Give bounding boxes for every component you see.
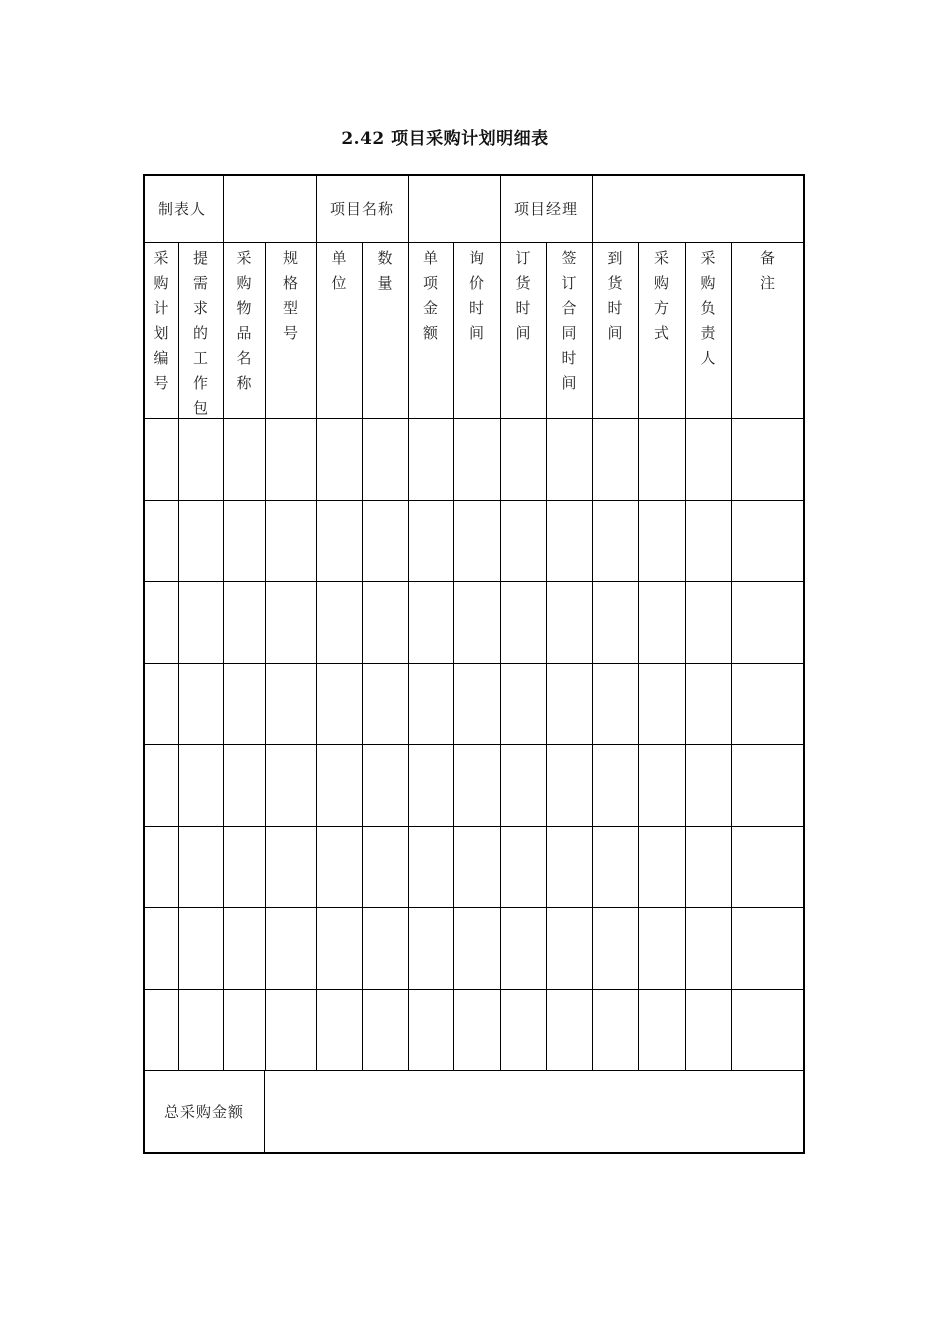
column-header-char: 单 xyxy=(422,249,438,267)
table-cell[interactable] xyxy=(500,418,546,500)
column-header-char: 型 xyxy=(282,299,298,317)
column-header xyxy=(265,243,316,418)
table-cell[interactable] xyxy=(316,500,362,581)
table-cell[interactable] xyxy=(592,744,638,826)
table-cell[interactable] xyxy=(592,500,638,581)
column-header-char: 编 xyxy=(153,349,169,367)
total-amount-field[interactable] xyxy=(264,1070,804,1153)
table-cell[interactable] xyxy=(546,826,592,907)
table-cell[interactable] xyxy=(144,826,178,907)
table-cell[interactable] xyxy=(362,907,408,989)
table-cell[interactable] xyxy=(178,744,223,826)
column-header-char: 工 xyxy=(192,349,208,367)
table-cell[interactable] xyxy=(731,907,804,989)
table-cell[interactable] xyxy=(546,418,592,500)
table-cell[interactable] xyxy=(638,418,685,500)
manager-field[interactable] xyxy=(592,175,804,242)
column-header xyxy=(178,243,223,418)
column-header-char: 方 xyxy=(653,299,669,317)
column-header-char: 位 xyxy=(331,274,347,292)
table-cell[interactable] xyxy=(546,989,592,1070)
table-cell[interactable] xyxy=(453,744,500,826)
table-cell[interactable] xyxy=(592,826,638,907)
column-header-char: 购 xyxy=(236,274,252,292)
table-cell[interactable] xyxy=(408,663,453,744)
table-cell[interactable] xyxy=(500,744,546,826)
table-cell[interactable] xyxy=(731,744,804,826)
table-cell[interactable] xyxy=(685,581,731,663)
column-header-char: 货 xyxy=(515,274,531,292)
column-header xyxy=(408,243,453,418)
table-cell[interactable] xyxy=(362,418,408,500)
table-cell[interactable] xyxy=(362,744,408,826)
table-cell[interactable] xyxy=(453,663,500,744)
column-header-char: 采 xyxy=(700,249,716,267)
table-cell[interactable] xyxy=(316,663,362,744)
table-cell[interactable] xyxy=(408,989,453,1070)
column-header-char: 购 xyxy=(700,274,716,292)
table-cell[interactable] xyxy=(362,989,408,1070)
manager-label: 项目经理 xyxy=(514,200,579,218)
table-cell[interactable] xyxy=(316,581,362,663)
table-cell[interactable] xyxy=(362,826,408,907)
column-header-char: 格 xyxy=(282,274,298,292)
table-cell[interactable] xyxy=(223,500,265,581)
column-header-char: 间 xyxy=(468,324,484,342)
column-header-char: 提 xyxy=(192,249,208,267)
table-cell[interactable] xyxy=(223,989,265,1070)
column-header-char: 采 xyxy=(236,249,252,267)
column-header-char: 量 xyxy=(377,274,393,292)
table-cell[interactable] xyxy=(731,581,804,663)
table-cell[interactable] xyxy=(144,581,178,663)
table-cell[interactable] xyxy=(500,500,546,581)
table-cell[interactable] xyxy=(408,907,453,989)
column-header-char: 时 xyxy=(515,299,531,317)
table-cell[interactable] xyxy=(592,907,638,989)
table-cell[interactable] xyxy=(362,500,408,581)
table-cell[interactable] xyxy=(500,907,546,989)
column-header-char: 包 xyxy=(192,399,208,417)
column-header-char: 订 xyxy=(515,249,531,267)
column-header-char: 价 xyxy=(468,274,484,292)
table-cell[interactable] xyxy=(546,500,592,581)
table-cell[interactable] xyxy=(638,989,685,1070)
column-header-char: 同 xyxy=(561,324,577,342)
column-header-char: 额 xyxy=(422,324,438,342)
table-cell[interactable] xyxy=(638,826,685,907)
column-header-char: 采 xyxy=(653,249,669,267)
table-cell[interactable] xyxy=(144,907,178,989)
table-cell[interactable] xyxy=(592,989,638,1070)
column-header-char: 人 xyxy=(700,349,716,367)
column-header-char: 物 xyxy=(236,299,252,317)
table-cell[interactable] xyxy=(408,826,453,907)
column-header-char: 式 xyxy=(653,324,669,342)
table-cell[interactable] xyxy=(592,418,638,500)
table-cell[interactable] xyxy=(265,826,316,907)
table-cell[interactable] xyxy=(265,418,316,500)
table-cell[interactable] xyxy=(223,744,265,826)
column-header xyxy=(316,243,362,418)
table-cell[interactable] xyxy=(223,418,265,500)
column-header-char: 单 xyxy=(331,249,347,267)
table-cell[interactable] xyxy=(500,826,546,907)
table-cell[interactable] xyxy=(144,418,178,500)
column-header xyxy=(453,243,500,418)
column-header-char: 采 xyxy=(153,249,169,267)
column-header-char: 间 xyxy=(607,324,623,342)
table-cell[interactable] xyxy=(685,989,731,1070)
table-cell[interactable] xyxy=(178,500,223,581)
table-cell[interactable] xyxy=(685,500,731,581)
column-header-char: 的 xyxy=(192,324,208,342)
column-header-char: 时 xyxy=(607,299,623,317)
column-header xyxy=(546,243,592,418)
table-cell[interactable] xyxy=(638,663,685,744)
table-cell[interactable] xyxy=(408,581,453,663)
total-amount-label: 总采购金额 xyxy=(164,1103,245,1121)
table-cell[interactable] xyxy=(316,826,362,907)
column-header-char: 号 xyxy=(153,374,169,392)
table-cell[interactable] xyxy=(685,826,731,907)
column-header-char: 合 xyxy=(561,299,577,317)
table-cell[interactable] xyxy=(546,663,592,744)
column-header-char: 负 xyxy=(700,299,716,317)
table-cell[interactable] xyxy=(638,907,685,989)
table-cell[interactable] xyxy=(500,581,546,663)
preparer-label: 制表人 xyxy=(158,200,207,218)
table-cell[interactable] xyxy=(685,744,731,826)
table-cell[interactable] xyxy=(500,663,546,744)
column-header xyxy=(731,243,804,418)
table-cell[interactable] xyxy=(144,663,178,744)
table-cell[interactable] xyxy=(178,581,223,663)
table-cell[interactable] xyxy=(546,907,592,989)
table-cell[interactable] xyxy=(731,500,804,581)
table-cell[interactable] xyxy=(144,989,178,1070)
table-cell[interactable] xyxy=(316,418,362,500)
table-cell[interactable] xyxy=(408,500,453,581)
column-header-char: 间 xyxy=(561,374,577,392)
table-cell[interactable] xyxy=(453,989,500,1070)
table-cell[interactable] xyxy=(362,663,408,744)
table-cell[interactable] xyxy=(178,989,223,1070)
table-cell[interactable] xyxy=(453,418,500,500)
page-title: 2.42 项目采购计划明细表 xyxy=(341,129,549,149)
column-header xyxy=(362,243,408,418)
table-cell[interactable] xyxy=(453,826,500,907)
table-cell[interactable] xyxy=(592,581,638,663)
table-cell[interactable] xyxy=(685,907,731,989)
table-cell[interactable] xyxy=(265,663,316,744)
column-header xyxy=(592,243,638,418)
column-header-char: 品 xyxy=(236,324,252,342)
table-cell[interactable] xyxy=(500,989,546,1070)
column-header-char: 规 xyxy=(282,249,298,267)
table-cell[interactable] xyxy=(546,581,592,663)
column-header xyxy=(638,243,685,418)
table-cell[interactable] xyxy=(685,418,731,500)
table-cell[interactable] xyxy=(731,663,804,744)
table-cell[interactable] xyxy=(453,581,500,663)
column-header-char: 计 xyxy=(153,299,169,317)
column-header-char: 询 xyxy=(468,249,484,267)
table-cell[interactable] xyxy=(265,500,316,581)
table-cell[interactable] xyxy=(453,500,500,581)
table-cell[interactable] xyxy=(316,907,362,989)
column-header-char: 称 xyxy=(236,374,252,392)
project-name-field[interactable] xyxy=(408,175,500,242)
table-cell[interactable] xyxy=(362,581,408,663)
column-header-char: 号 xyxy=(282,324,298,342)
table-cell[interactable] xyxy=(638,744,685,826)
column-header-char: 责 xyxy=(700,324,716,342)
table-cell[interactable] xyxy=(731,989,804,1070)
column-header-char: 间 xyxy=(515,324,531,342)
table-cell[interactable] xyxy=(223,581,265,663)
project-name-label: 项目名称 xyxy=(330,200,395,218)
table-cell[interactable] xyxy=(638,581,685,663)
column-header-char: 名 xyxy=(236,349,252,367)
column-header-char: 项 xyxy=(422,274,438,292)
table-cell[interactable] xyxy=(265,744,316,826)
table-cell[interactable] xyxy=(731,826,804,907)
table-cell[interactable] xyxy=(685,663,731,744)
table-cell[interactable] xyxy=(178,418,223,500)
table-cell[interactable] xyxy=(408,744,453,826)
table-cell[interactable] xyxy=(178,907,223,989)
table-cell[interactable] xyxy=(223,826,265,907)
column-header-char: 需 xyxy=(192,274,208,292)
table-cell[interactable] xyxy=(178,663,223,744)
table-cell[interactable] xyxy=(316,989,362,1070)
column-header-char: 购 xyxy=(153,274,169,292)
column-header-char: 数 xyxy=(377,249,393,267)
column-header-char: 金 xyxy=(422,299,438,317)
column-header-char: 备 xyxy=(759,249,775,267)
table-cell[interactable] xyxy=(546,744,592,826)
column-header-char: 到 xyxy=(607,249,623,267)
table-cell[interactable] xyxy=(144,500,178,581)
column-header xyxy=(685,243,731,418)
column-header-char: 注 xyxy=(759,274,775,292)
table-cell[interactable] xyxy=(408,418,453,500)
table-cell[interactable] xyxy=(265,581,316,663)
table-cell[interactable] xyxy=(731,418,804,500)
column-header-char: 时 xyxy=(468,299,484,317)
preparer-field[interactable] xyxy=(223,175,316,242)
column-header-char: 划 xyxy=(153,324,169,342)
column-header xyxy=(500,243,546,418)
column-header xyxy=(144,243,178,418)
table-cell[interactable] xyxy=(265,989,316,1070)
table-cell[interactable] xyxy=(223,907,265,989)
table-cell[interactable] xyxy=(223,663,265,744)
column-header xyxy=(223,243,265,418)
column-header-char: 购 xyxy=(653,274,669,292)
column-header-char: 作 xyxy=(192,374,208,392)
column-header-char: 订 xyxy=(561,274,577,292)
column-header-char: 求 xyxy=(192,299,208,317)
table-cell[interactable] xyxy=(265,907,316,989)
table-cell[interactable] xyxy=(453,907,500,989)
table-cell[interactable] xyxy=(638,500,685,581)
table-cell[interactable] xyxy=(316,744,362,826)
table-cell[interactable] xyxy=(178,826,223,907)
column-header-char: 时 xyxy=(561,349,577,367)
column-header-char: 货 xyxy=(607,274,623,292)
column-header-char: 签 xyxy=(561,249,577,267)
table-cell[interactable] xyxy=(592,663,638,744)
table-cell[interactable] xyxy=(144,744,178,826)
